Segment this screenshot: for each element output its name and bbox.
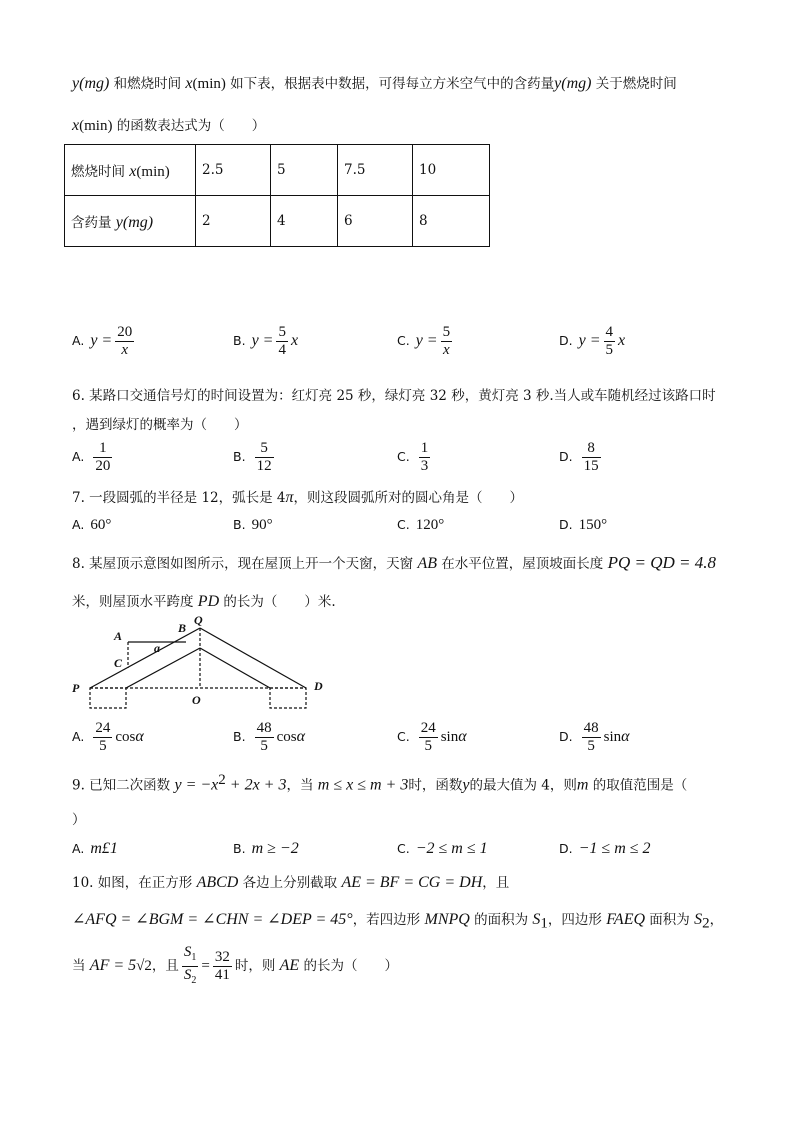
var-y: y bbox=[72, 75, 80, 92]
q7-option-c[interactable] bbox=[397, 517, 444, 534]
text: 时，函数 bbox=[408, 777, 463, 794]
lhs: y = bbox=[578, 332, 601, 349]
roof-outer-right bbox=[200, 628, 306, 688]
numerator: 5 bbox=[255, 440, 274, 458]
q6-option-c[interactable] bbox=[397, 440, 433, 475]
subscript: 2 bbox=[702, 915, 710, 932]
numerator: 5 bbox=[442, 324, 451, 340]
option-value: 150° bbox=[578, 517, 608, 533]
var-x: x bbox=[129, 162, 137, 180]
fraction bbox=[582, 720, 601, 755]
text: 关于燃烧时间 bbox=[591, 76, 677, 92]
angle-equation: ∠AFQ = ∠BGM = ∠CHN = ∠DEP = 45° bbox=[72, 911, 353, 928]
label-o: O bbox=[192, 693, 201, 707]
text: 如下表，根据表中数据，可得每立方米空气中的含药量 bbox=[225, 76, 555, 92]
fraction bbox=[276, 324, 288, 359]
label: 含药量 bbox=[71, 214, 116, 231]
option-letter: A. bbox=[72, 841, 85, 856]
var-x: x bbox=[185, 75, 193, 92]
option-letter: B. bbox=[233, 517, 246, 532]
fraction bbox=[255, 440, 274, 475]
option-letter: C. bbox=[397, 517, 410, 532]
option-letter: A. bbox=[72, 729, 85, 744]
alpha: α bbox=[621, 728, 630, 745]
quad-mnpq: MNPQ bbox=[424, 911, 470, 928]
intro-line-2 bbox=[72, 114, 265, 135]
fraction bbox=[582, 440, 601, 475]
numerator: 48 bbox=[256, 720, 272, 736]
label-a: A bbox=[114, 629, 123, 643]
fraction bbox=[441, 324, 453, 359]
text: ，当 bbox=[286, 777, 318, 794]
sqrt: √2 bbox=[136, 958, 152, 974]
q5-option-c[interactable] bbox=[397, 324, 455, 359]
denominator: x bbox=[121, 342, 129, 358]
label-p: P bbox=[72, 681, 80, 695]
subscript: 2 bbox=[191, 975, 197, 986]
text: 的取值范围是（ bbox=[588, 777, 688, 794]
option-value: 90° bbox=[251, 517, 273, 533]
label: 燃烧时间 bbox=[71, 163, 130, 180]
table-cell: 6 bbox=[338, 196, 413, 247]
denominator: x bbox=[443, 342, 450, 358]
trig-function: cos bbox=[115, 729, 136, 745]
fraction bbox=[604, 324, 616, 359]
option-letter: D. bbox=[559, 449, 573, 464]
unit: (mg) bbox=[122, 213, 154, 231]
option-letter: D. bbox=[559, 333, 573, 348]
text: ，四边形 bbox=[547, 912, 607, 928]
fraction bbox=[93, 720, 112, 755]
s1: S bbox=[532, 911, 541, 928]
text: 当 bbox=[72, 958, 90, 974]
text: 米，则屋顶水平跨度 bbox=[72, 594, 198, 610]
q9-option-c[interactable] bbox=[397, 840, 488, 858]
lhs: y = bbox=[90, 332, 113, 349]
numerator: 1 bbox=[93, 440, 112, 458]
subscript: 1 bbox=[191, 952, 197, 963]
fraction bbox=[93, 440, 112, 475]
right-wall bbox=[270, 688, 306, 708]
option-letter: D. bbox=[559, 517, 573, 532]
numerator: 20 bbox=[117, 324, 133, 340]
q8-option-a[interactable] bbox=[72, 720, 144, 755]
text: ，且 bbox=[482, 875, 510, 891]
option-value: m ≥ −2 bbox=[251, 840, 299, 857]
q8-text-line-2 bbox=[72, 590, 336, 611]
table-cell: 2 bbox=[196, 196, 271, 247]
option-letter: B. bbox=[233, 841, 246, 856]
fraction bbox=[255, 720, 274, 755]
table-cell: 2.5 bbox=[196, 145, 271, 196]
option-letter: C. bbox=[397, 841, 410, 856]
alpha: α bbox=[296, 728, 305, 745]
q6-option-d[interactable] bbox=[559, 440, 604, 475]
denominator: 5 bbox=[260, 738, 268, 754]
roof-inner-right bbox=[200, 648, 270, 688]
text: 在水平位置，屋顶坡面长度 bbox=[437, 556, 608, 572]
quad-faeq: FAEQ bbox=[606, 911, 646, 928]
var-x: x bbox=[72, 117, 80, 134]
table-cell: 4 bbox=[271, 196, 338, 247]
table-header-cell bbox=[65, 196, 196, 247]
left-wall bbox=[90, 688, 126, 708]
q7-text bbox=[72, 486, 523, 507]
q10-text-line-1 bbox=[72, 871, 509, 892]
trig-function: cos bbox=[276, 729, 297, 745]
q8-option-b[interactable] bbox=[233, 720, 305, 755]
numerator: 8 bbox=[582, 440, 601, 458]
equals: = bbox=[201, 958, 210, 974]
var-y: y bbox=[115, 213, 123, 231]
text: 的长为（ ）米. bbox=[219, 594, 336, 610]
numerator: 24 bbox=[420, 720, 436, 736]
table-row bbox=[65, 196, 490, 247]
option-value: 60° bbox=[90, 517, 112, 533]
q10-text-line-3 bbox=[72, 944, 398, 989]
exponent: 2 bbox=[218, 772, 226, 788]
option-letter: A. bbox=[72, 517, 85, 532]
s1: S bbox=[183, 944, 192, 960]
q5-option-d[interactable] bbox=[559, 324, 625, 359]
unit-mg: (mg) bbox=[561, 75, 592, 92]
data-table bbox=[64, 144, 490, 247]
q7-option-d[interactable] bbox=[559, 517, 607, 534]
denominator: 15 bbox=[583, 458, 599, 474]
intro-line-1 bbox=[72, 72, 677, 93]
text: ，则这段圆弧所对的圆心角是（ ） bbox=[293, 490, 524, 506]
s2: S bbox=[183, 967, 192, 983]
numerator: 48 bbox=[583, 720, 599, 736]
text: ，且 bbox=[151, 958, 179, 974]
label-b: B bbox=[178, 621, 187, 635]
numerator: 4 bbox=[605, 324, 614, 340]
denominator bbox=[182, 967, 199, 989]
option-value: −1 ≤ m ≤ 2 bbox=[578, 840, 651, 857]
segment-pd: PD bbox=[197, 593, 220, 610]
fraction bbox=[115, 324, 134, 359]
option-value: −2 ≤ m ≤ 1 bbox=[415, 840, 488, 857]
option-value: m£1 bbox=[90, 840, 118, 857]
option-letter: D. bbox=[559, 841, 573, 856]
q9-option-b[interactable] bbox=[233, 840, 299, 858]
text: ，若四边形 bbox=[352, 912, 425, 928]
q9-text-line-2: ） bbox=[72, 812, 86, 828]
table-header-cell bbox=[65, 145, 196, 196]
label-q: Q bbox=[194, 613, 203, 627]
unit-min: (min) bbox=[192, 76, 226, 92]
unit-mg: (mg) bbox=[79, 75, 110, 92]
var-y: y bbox=[462, 776, 470, 794]
option-letter: A. bbox=[72, 449, 85, 464]
alpha: α bbox=[135, 728, 144, 745]
q8-option-d[interactable] bbox=[559, 720, 630, 755]
option-letter: C. bbox=[397, 449, 410, 464]
denominator: 5 bbox=[587, 738, 595, 754]
roof-diagram bbox=[70, 612, 340, 716]
fraction bbox=[419, 440, 431, 475]
function: + 2x + 3 bbox=[225, 776, 287, 794]
numerator bbox=[182, 944, 199, 967]
table-cell: 5 bbox=[271, 145, 338, 196]
text: 各边上分别截取 bbox=[238, 875, 342, 891]
q6-text-line-2: ，遇到绿灯的概率为（ ） bbox=[72, 417, 248, 433]
alpha: α bbox=[458, 728, 467, 745]
s2: S bbox=[694, 911, 703, 928]
label-c: C bbox=[114, 656, 123, 670]
q7-option-b[interactable] bbox=[233, 517, 273, 534]
option-letter: A. bbox=[72, 333, 85, 348]
subscript: 1 bbox=[540, 915, 548, 932]
denominator: 5 bbox=[99, 738, 107, 754]
option-letter: B. bbox=[233, 449, 246, 464]
fraction-value bbox=[213, 949, 232, 984]
denominator: 5 bbox=[424, 738, 432, 754]
text: 时，则 bbox=[234, 958, 280, 974]
q9-option-a[interactable] bbox=[72, 840, 118, 858]
var-y: y bbox=[554, 75, 562, 92]
denominator: 3 bbox=[420, 458, 429, 474]
text: 面积为 bbox=[645, 912, 695, 928]
table-cell: 10 bbox=[413, 145, 490, 196]
option-value: 120° bbox=[415, 517, 445, 533]
denominator: 5 bbox=[605, 342, 614, 358]
denominator: 12 bbox=[256, 458, 272, 474]
numerator: 5 bbox=[278, 324, 286, 340]
text: 10. 如图，在正方形 bbox=[72, 875, 197, 891]
text: 的长为（ ） bbox=[299, 958, 398, 974]
equation: PQ = QD = 4.8 bbox=[607, 553, 717, 572]
q10-text-line-2 bbox=[72, 908, 723, 933]
q8-option-c[interactable] bbox=[397, 720, 467, 755]
label-alpha: a bbox=[154, 641, 160, 655]
fraction-s1-s2 bbox=[182, 944, 199, 989]
trig-function: sin bbox=[440, 729, 459, 745]
roof-outer-left bbox=[90, 628, 200, 688]
unit: (min) bbox=[136, 163, 170, 180]
table-row bbox=[65, 145, 490, 196]
denominator: 4 bbox=[278, 342, 286, 358]
text: 8. 某屋顶示意图如图所示，现在屋顶上开一个天窗，天窗 bbox=[72, 556, 418, 572]
af-value: AF = 5 bbox=[89, 957, 137, 974]
text: 9. 已知二次函数 bbox=[72, 777, 175, 794]
q8-text-line-1 bbox=[72, 552, 716, 573]
text: 的面积为 bbox=[469, 912, 533, 928]
unit-min: (min) bbox=[79, 118, 113, 134]
trig-function: sin bbox=[603, 729, 622, 745]
q5-option-a[interactable] bbox=[72, 324, 137, 359]
option-letter: B. bbox=[233, 333, 246, 348]
fraction bbox=[419, 720, 438, 755]
var-x: x bbox=[290, 332, 299, 349]
roof-inner-left bbox=[126, 648, 200, 688]
option-letter: C. bbox=[397, 333, 410, 348]
q9-option-d[interactable] bbox=[559, 840, 651, 858]
pi-symbol: π bbox=[285, 489, 294, 506]
q9-text-line-1 bbox=[72, 772, 687, 795]
function: y = −x bbox=[174, 776, 219, 794]
q7-option-a[interactable] bbox=[72, 517, 111, 534]
equation: AE = BF = CG = DH bbox=[341, 874, 483, 891]
text: 的函数表达式为（ ） bbox=[112, 118, 266, 134]
table-cell: 7.5 bbox=[338, 145, 413, 196]
range: m ≤ x ≤ m + 3 bbox=[317, 776, 409, 794]
option-letter: C. bbox=[397, 729, 410, 744]
option-letter: B. bbox=[233, 729, 246, 744]
text: 的最大值为 4，则 bbox=[469, 777, 577, 794]
numerator: 24 bbox=[95, 720, 111, 736]
option-letter: D. bbox=[559, 729, 573, 744]
denominator: 41 bbox=[214, 967, 230, 983]
segment-ab: AB bbox=[417, 555, 438, 572]
text: ， bbox=[709, 912, 724, 928]
segment-ae: AE bbox=[279, 957, 300, 974]
numerator: 32 bbox=[214, 949, 230, 965]
q5-option-b[interactable] bbox=[233, 324, 298, 359]
lhs: y = bbox=[415, 332, 438, 349]
q6-option-a[interactable] bbox=[72, 440, 115, 475]
label-d: D bbox=[314, 679, 323, 693]
q6-option-b[interactable] bbox=[233, 440, 277, 475]
text: 和燃烧时间 bbox=[109, 76, 186, 92]
q6-text-line-1: 6. 某路口交通信号灯的时间设置为：红灯亮 25 秒，绿灯亮 32 秒，黄灯亮 3 秒.当人或车随机经过该路口时 bbox=[72, 388, 716, 404]
denominator: 20 bbox=[95, 458, 111, 474]
lhs: y = bbox=[251, 332, 274, 349]
var-m: m bbox=[576, 776, 589, 794]
text: 7. 一段圆弧的半径是 12，弧长是 4 bbox=[72, 490, 286, 506]
table-cell: 8 bbox=[413, 196, 490, 247]
numerator: 1 bbox=[420, 440, 429, 456]
square-abcd: ABCD bbox=[196, 874, 239, 891]
var-x: x bbox=[618, 332, 626, 349]
